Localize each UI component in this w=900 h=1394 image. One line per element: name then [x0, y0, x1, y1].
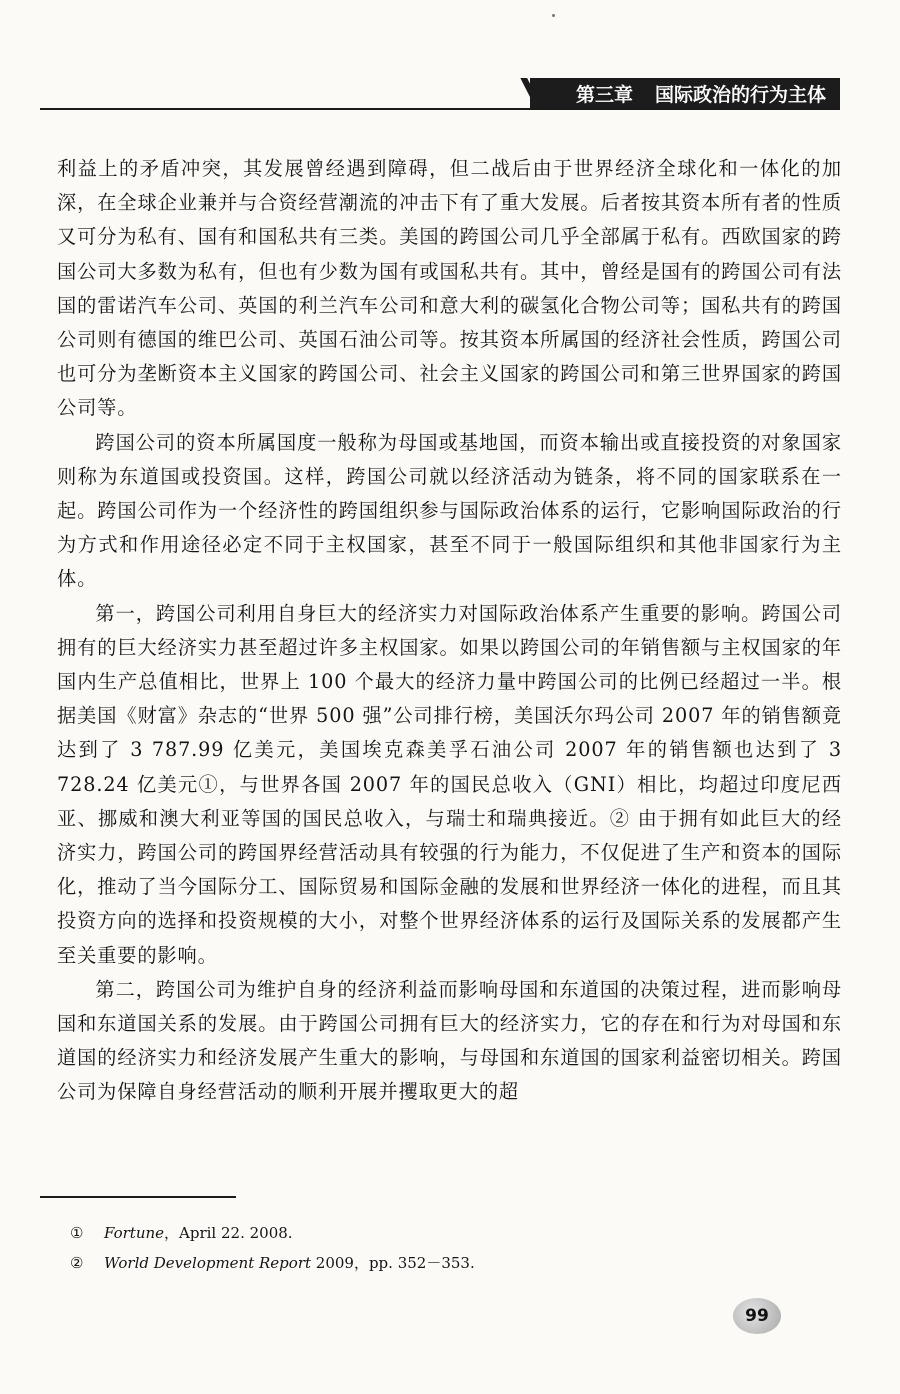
footnote-marker: ② [70, 1254, 84, 1272]
running-header [40, 78, 840, 110]
footnote-2 [70, 1248, 770, 1278]
chapter-label: 第三章 [575, 83, 633, 106]
paragraph-continued: 利益上的矛盾冲突，其发展曾经遇到障碍，但二战后由于世界经济全球化和一体化的加深，在全球企业兼并与合资经营潮流的冲击下有了重大发展。后者按其资本所有者的性质又可分为私有、国有和国私共有三类。美国的跨国公司几乎全部属于私有。西欧国家的跨国公司大多数为私有，但也有少数为国有或国私共有。其中，曾经是国有的跨国公司有法国的雷诺汽车公司、英国的利兰汽车公司和意大利的碳氢化合物公司等；国私共有的跨国公司则有德国的维巴公司、英国石油公司等。按其资本所属国的经济社会性质，跨国公司也可分为垄断资本主义国家的跨国公司、社会主义国家的跨国公司和第三世界国家的跨国公司等。 [57, 157, 842, 420]
page-speck [552, 14, 555, 17]
page-number-badge [733, 1298, 781, 1334]
paragraph: 跨国公司的资本所属国度一般称为母国或基地国，而资本输出或直接投资的对象国家则称为东道国或投资国。这样，跨国公司就以经济活动为链条，将不同的国家联系在一起。跨国公司作为一个经济性的跨国组织参与国际政治体系的运行，它影响国际政治的行为方式和作用途径必定不同于主权国家，甚至不同于一般国际组织和其他非国家行为主体。 [57, 430, 842, 591]
footnote-source-title: Fortune [104, 1224, 165, 1242]
header-rule [40, 108, 840, 110]
footnote-1 [70, 1218, 770, 1248]
footnote-source-detail: 2009，pp. 352－353. [311, 1254, 475, 1272]
body-text [57, 152, 842, 1110]
footnotes [70, 1218, 770, 1278]
footnote-rule [40, 1196, 236, 1198]
chapter-header-bar [530, 78, 840, 108]
footnote-source-title: World Development Report [104, 1254, 312, 1272]
paragraph: 第二，跨国公司为维护自身的经济利益而影响母国和东道国的决策过程，进而影响母国和东道国关系的发展。由于跨国公司拥有巨大的经济实力，它的存在和行为对母国和东道国的经济实力和经济发展产生重大的影响，与母国和东道国的国家利益密切相关。跨国公司为保障自身经营活动的顺利开展并攫取更大的超 [57, 977, 842, 1104]
footnote-marker: ① [70, 1224, 84, 1242]
footnote-source-detail: ，April 22. 2008. [164, 1224, 293, 1242]
page-number: 99 [745, 1306, 769, 1326]
paragraph: 第一，跨国公司利用自身巨大的经济实力对国际政治体系产生重要的影响。跨国公司拥有的巨大经济实力甚至超过许多主权国家。如果以跨国公司的年销售额与主权国家的年国内生产总值相比，世界上 100 个最大的经济力量中跨国公司的比例已经超过一半。根据美国《财富》杂志的“世界 500 强”公司排行榜，美国沃尔玛公司 2007 年的销售额竟达到了 3 787.99 亿美元，美国埃克森美孚石油公司 2007 年的销售额也达到了 3 728.24 亿美元①，与世界各国 2007 年的国民总收入（GNI）相比，均超过印度尼西亚、挪威和澳大利亚等国的国民总收入，与瑞士和瑞典接近。② 由于拥有如此巨大的经济实力，跨国公司的跨国界经营活动具有较强的行为能力，不仅促进了生产和资本的国际化，推动了当今国际分工、国际贸易和国际金融的发展和世界经济一体化的进程，而且其投资方向的选择和投资规模的大小，对整个世界经济体系的运行及国际关系的发展都产生至关重要的影响。 [57, 601, 842, 967]
chapter-title: 国际政治的行为主体 [654, 83, 826, 106]
